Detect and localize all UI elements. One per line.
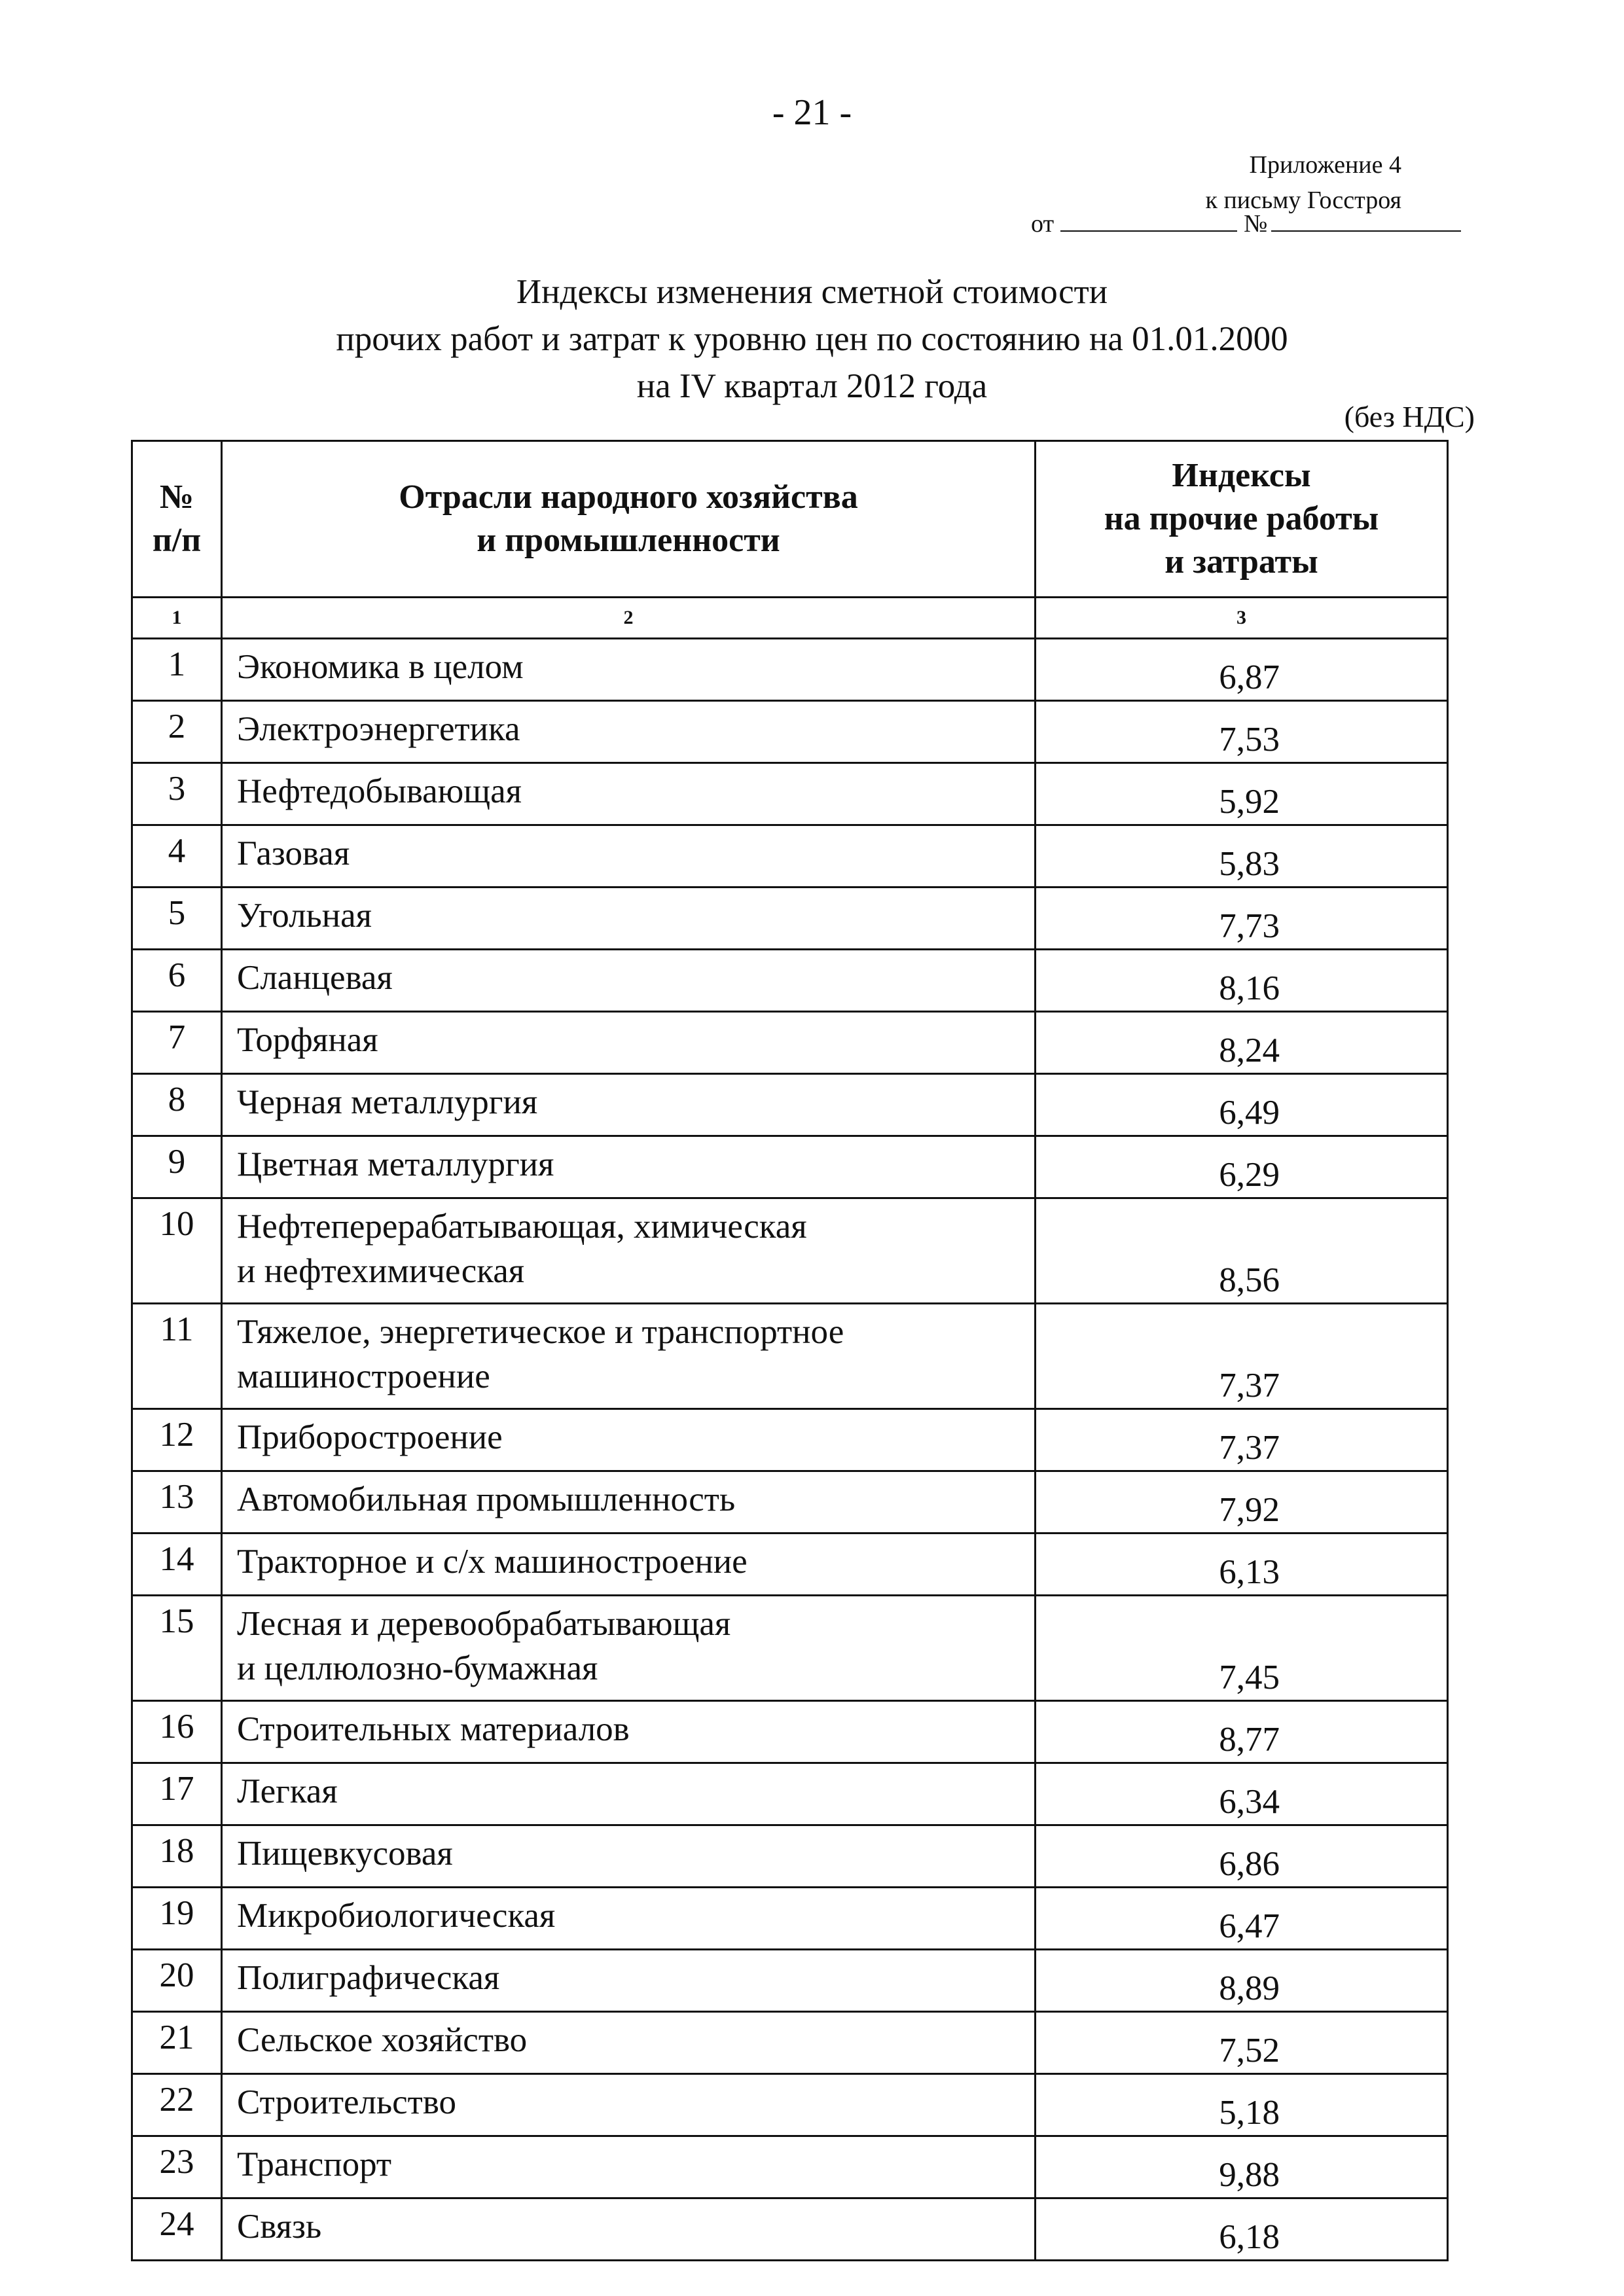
row-branch-line1: Связь (237, 2208, 322, 2246)
from-label: от (1031, 210, 1055, 238)
table-row (132, 701, 1448, 763)
row-branch-line1: Тяжелое, энергетическое и транспортное (237, 1313, 844, 1351)
row-branch-line1: Электроэнергетика (237, 710, 520, 748)
row-index-value: 7,73 (1036, 888, 1448, 950)
row-number: 22 (132, 2074, 222, 2136)
row-branch-line1: Тракторное и с/х машиностроение (237, 1543, 748, 1581)
row-branch-line1: Нефтедобывающая (237, 772, 522, 810)
row-index-value: 5,18 (1036, 2074, 1448, 2136)
row-index-value: 7,52 (1036, 2012, 1448, 2074)
row-branch-line1: Экономика в целом (237, 648, 524, 686)
header-index (1036, 441, 1448, 598)
table-row (132, 950, 1448, 1012)
appendix-line1: Приложение 4 (1249, 151, 1401, 179)
row-branch (222, 2136, 1036, 2198)
row-index-value: 7,53 (1036, 701, 1448, 763)
row-branch (222, 1888, 1036, 1950)
page-number: - 21 - (772, 92, 852, 133)
row-branch (222, 2074, 1036, 2136)
row-branch-line1: Сельское хозяйство (237, 2021, 528, 2059)
row-branch-line1: Строительство (237, 2083, 456, 2121)
row-number: 20 (132, 1950, 222, 2012)
row-branch (222, 1825, 1036, 1888)
appendix-block (1205, 147, 1401, 218)
row-number: 5 (132, 888, 222, 950)
row-index-value: 6,13 (1036, 1534, 1448, 1596)
row-number: 9 (132, 1136, 222, 1198)
row-index-value: 7,92 (1036, 1471, 1448, 1534)
table-row (132, 1471, 1448, 1534)
row-branch (222, 950, 1036, 1012)
row-branch-line2: и нефтехимическая (237, 1252, 525, 1290)
table-row (132, 1304, 1448, 1409)
row-branch-line1: Полиграфическая (237, 1959, 500, 1997)
table-row (132, 1701, 1448, 1763)
document-title (0, 268, 1624, 410)
row-branch-line1: Нефтеперерабатывающая, химическая (237, 1208, 807, 1246)
row-number: 15 (132, 1596, 222, 1701)
row-index-value: 7,37 (1036, 1409, 1448, 1471)
row-branch (222, 1136, 1036, 1198)
table-row (132, 2136, 1448, 2198)
row-index-value: 7,37 (1036, 1304, 1448, 1409)
row-branch (222, 1701, 1036, 1763)
row-index-value: 6,29 (1036, 1136, 1448, 1198)
table-row (132, 639, 1448, 701)
row-number: 1 (132, 639, 222, 701)
row-branch (222, 1596, 1036, 1701)
row-number: 13 (132, 1471, 222, 1534)
index-table (131, 440, 1449, 2261)
header-index-line3: и затраты (1164, 543, 1318, 581)
table-row (132, 763, 1448, 825)
table-row (132, 1409, 1448, 1471)
row-index-value: 5,92 (1036, 763, 1448, 825)
row-number: 12 (132, 1409, 222, 1471)
table-row (132, 1534, 1448, 1596)
table-row (132, 2198, 1448, 2261)
row-index-value: 6,47 (1036, 1888, 1448, 1950)
row-branch-line1: Угольная (237, 897, 372, 935)
row-branch-line1: Пищевкусовая (237, 1835, 453, 1873)
row-branch (222, 2198, 1036, 2261)
row-branch-line1: Сланцевая (237, 959, 393, 997)
row-branch (222, 639, 1036, 701)
row-branch-line1: Приборостроение (237, 1418, 503, 1456)
table-row (132, 888, 1448, 950)
row-number: 21 (132, 2012, 222, 2074)
column-number-row (132, 598, 1448, 639)
row-number: 18 (132, 1825, 222, 1888)
number-label: № (1244, 210, 1268, 238)
row-index-value: 6,49 (1036, 1074, 1448, 1136)
table-row (132, 825, 1448, 888)
row-branch (222, 888, 1036, 950)
row-index-value: 8,77 (1036, 1701, 1448, 1763)
row-branch-line1: Транспорт (237, 2145, 392, 2183)
table-row (132, 1198, 1448, 1304)
table-row (132, 1950, 1448, 2012)
row-branch (222, 701, 1036, 763)
row-number: 11 (132, 1304, 222, 1409)
row-branch-line1: Торфяная (237, 1021, 378, 1059)
table-row (132, 2074, 1448, 2136)
row-branch (222, 825, 1036, 888)
table-row (132, 1136, 1448, 1198)
title-line2: прочих работ и затрат к уровню цен по состоянию на 01.01.2000 (336, 320, 1288, 358)
table-row (132, 1825, 1448, 1888)
date-blank (1060, 208, 1237, 232)
row-index-value: 8,89 (1036, 1950, 1448, 2012)
row-branch-line1: Газовая (237, 834, 350, 872)
row-index-value: 6,87 (1036, 639, 1448, 701)
row-number: 17 (132, 1763, 222, 1825)
row-branch-line1: Микробиологическая (237, 1897, 556, 1935)
table-row (132, 1012, 1448, 1074)
row-number: 4 (132, 825, 222, 888)
table-row (132, 2012, 1448, 2074)
row-branch-line1: Легкая (237, 1772, 338, 1810)
row-branch-line1: Автомобильная промышленность (237, 1480, 736, 1518)
row-number: 10 (132, 1198, 222, 1304)
row-number: 14 (132, 1534, 222, 1596)
header-index-line2: на прочие работы (1104, 500, 1379, 537)
appendix-line2: к письму Госстроя (1205, 187, 1401, 214)
header-branch-line1: Отрасли народного хозяйства (399, 478, 858, 516)
row-branch (222, 1471, 1036, 1534)
row-index-value: 7,45 (1036, 1596, 1448, 1701)
row-index-value: 6,34 (1036, 1763, 1448, 1825)
row-branch (222, 1534, 1036, 1596)
table-row (132, 1074, 1448, 1136)
row-branch-line1: Лесная и деревообрабатывающая (237, 1605, 731, 1643)
row-number: 6 (132, 950, 222, 1012)
row-index-value: 6,18 (1036, 2198, 1448, 2261)
row-number: 19 (132, 1888, 222, 1950)
header-branch-line2: и промышленности (477, 522, 780, 559)
row-index-value: 8,56 (1036, 1198, 1448, 1304)
row-branch (222, 1763, 1036, 1825)
row-index-value: 5,83 (1036, 825, 1448, 888)
row-number: 24 (132, 2198, 222, 2261)
row-branch-line1: Цветная металлургия (237, 1145, 554, 1183)
vat-note: (без НДС) (1344, 400, 1475, 433)
column-number: 3 (1036, 598, 1448, 639)
row-branch (222, 1409, 1036, 1471)
row-branch (222, 1304, 1036, 1409)
row-number: 3 (132, 763, 222, 825)
title-line1: Индексы изменения сметной стоимости (516, 273, 1108, 311)
row-number: 16 (132, 1701, 222, 1763)
row-branch (222, 1950, 1036, 2012)
header-number (132, 441, 222, 598)
row-number: 8 (132, 1074, 222, 1136)
row-index-value: 9,88 (1036, 2136, 1448, 2198)
row-branch (222, 1074, 1036, 1136)
row-index-value: 6,86 (1036, 1825, 1448, 1888)
title-line3: на IV квартал 2012 года (636, 367, 988, 405)
table-row (132, 1763, 1448, 1825)
row-number: 23 (132, 2136, 222, 2198)
row-index-value: 8,24 (1036, 1012, 1448, 1074)
row-branch-line1: Строительных материалов (237, 1710, 630, 1748)
row-branch-line1: Черная металлургия (237, 1083, 538, 1121)
row-branch-line2: машиностроение (237, 1357, 490, 1395)
table-row (132, 1596, 1448, 1701)
table-header-row (132, 441, 1448, 598)
header-branch (222, 441, 1036, 598)
table-row (132, 1888, 1448, 1950)
row-branch-line2: и целлюлозно-бумажная (237, 1649, 598, 1687)
header-index-line1: Индексы (1172, 457, 1311, 494)
header-number-line2: п/п (152, 522, 202, 559)
column-number: 2 (222, 598, 1036, 639)
row-index-value: 8,16 (1036, 950, 1448, 1012)
row-number: 2 (132, 701, 222, 763)
row-branch (222, 1198, 1036, 1304)
number-blank (1271, 208, 1461, 232)
row-branch (222, 1012, 1036, 1074)
letter-reference (1031, 208, 1461, 238)
row-number: 7 (132, 1012, 222, 1074)
row-branch (222, 2012, 1036, 2074)
column-number: 1 (132, 598, 222, 639)
row-branch (222, 763, 1036, 825)
header-number-line1: № (159, 478, 194, 516)
